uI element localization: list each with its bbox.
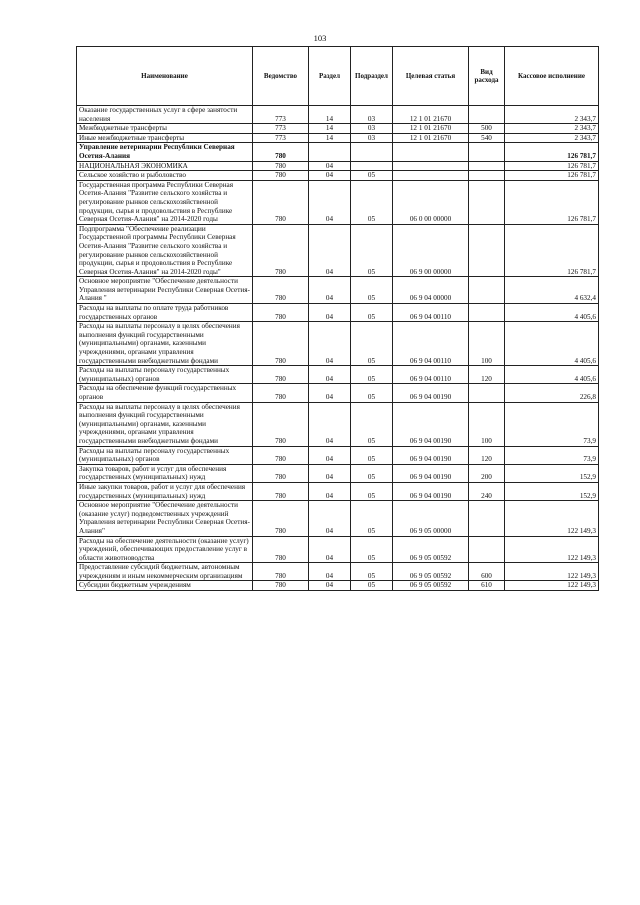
cell-expense-type xyxy=(469,384,505,402)
table-row xyxy=(77,482,599,500)
table-row xyxy=(77,106,599,124)
cell-name: Расходы на обеспечение функций государственных органов xyxy=(77,384,253,402)
cell-subsection: 03 xyxy=(351,106,393,124)
cell-expense-type: 240 xyxy=(469,482,505,500)
cell-department: 780 xyxy=(253,402,309,446)
cell-name: Основное мероприятие "Обеспечение деятельности (оказание услуг) подведомственных учреждений Управления ветеринарии Республики Северная Осетия-Алания" xyxy=(77,501,253,536)
cell-expense-type: 100 xyxy=(469,322,505,366)
cell-cash-execution: 4 405,6 xyxy=(505,366,599,384)
table-row xyxy=(77,224,599,277)
cell-cash-execution: 152,9 xyxy=(505,464,599,482)
cell-cash-execution: 4 405,6 xyxy=(505,304,599,322)
cell-expense-type xyxy=(469,143,505,161)
cell-section xyxy=(309,143,351,161)
cell-subsection xyxy=(351,143,393,161)
cell-department: 780 xyxy=(253,384,309,402)
cell-name: Закупка товаров, работ и услуг для обеспечения государственных (муниципальных) нужд xyxy=(77,464,253,482)
cell-expense-type: 540 xyxy=(469,133,505,143)
cell-section: 04 xyxy=(309,482,351,500)
cell-subsection: 05 xyxy=(351,366,393,384)
cell-name: Иные закупки товаров, работ и услуг для обеспечения государственных (муниципальных) нужд xyxy=(77,482,253,500)
cell-department: 780 xyxy=(253,161,309,171)
header-cash-execution: Кассовое исполнение xyxy=(505,47,599,106)
cell-name: Иные межбюджетные трансферты xyxy=(77,133,253,143)
table-row xyxy=(77,446,599,464)
cell-subsection: 05 xyxy=(351,581,393,591)
cell-target-article: 12 1 01 21670 xyxy=(393,133,469,143)
table-row xyxy=(77,304,599,322)
cell-subsection: 05 xyxy=(351,501,393,536)
cell-target-article: 06 9 00 00000 xyxy=(393,224,469,277)
cell-target-article: 06 9 04 00190 xyxy=(393,446,469,464)
header-expense-type: Вид расхода xyxy=(469,47,505,106)
cell-name: Оказание государственных услуг в сфере занятости населения xyxy=(77,106,253,124)
budget-execution-table xyxy=(76,46,599,591)
cell-name: НАЦИОНАЛЬНАЯ ЭКОНОМИКА xyxy=(77,161,253,171)
cell-target-article: 06 9 04 00190 xyxy=(393,384,469,402)
cell-expense-type: 120 xyxy=(469,366,505,384)
cell-name: Предоставление субсидий бюджетным, автономным учреждениям и иным некоммерческим организациям xyxy=(77,563,253,581)
cell-name: Межбюджетные трансферты xyxy=(77,124,253,134)
cell-name: Сельское хозяйство и рыболовство xyxy=(77,171,253,181)
cell-expense-type: 200 xyxy=(469,464,505,482)
cell-department: 780 xyxy=(253,482,309,500)
cell-expense-type: 120 xyxy=(469,446,505,464)
cell-expense-type xyxy=(469,304,505,322)
cell-name: Управление ветеринарии Республики Северная Осетия-Алания xyxy=(77,143,253,161)
cell-section: 04 xyxy=(309,224,351,277)
cell-name: Расходы на выплаты по оплате труда работников государственных органов xyxy=(77,304,253,322)
cell-expense-type xyxy=(469,536,505,563)
cell-name: Расходы на обеспечение деятельности (оказание услуг) учреждений, обеспечивающих предоставление услуг в области животноводства xyxy=(77,536,253,563)
cell-cash-execution: 122 149,3 xyxy=(505,536,599,563)
cell-subsection: 05 xyxy=(351,277,393,304)
cell-section: 04 xyxy=(309,161,351,171)
cell-name: Расходы на выплаты персоналу в целях обеспечения выполнения функций государственными (муниципальными) органами, казенными учреждениями, органами управления государственными внебюджетными фондами xyxy=(77,322,253,366)
cell-subsection: 05 xyxy=(351,180,393,224)
table-row xyxy=(77,402,599,446)
cell-department: 780 xyxy=(253,143,309,161)
cell-department: 773 xyxy=(253,124,309,134)
cell-department: 780 xyxy=(253,563,309,581)
cell-section: 04 xyxy=(309,384,351,402)
cell-section: 04 xyxy=(309,501,351,536)
cell-cash-execution: 122 149,3 xyxy=(505,563,599,581)
table-row xyxy=(77,171,599,181)
cell-department: 780 xyxy=(253,366,309,384)
table-row xyxy=(77,464,599,482)
cell-subsection: 05 xyxy=(351,482,393,500)
cell-section: 14 xyxy=(309,106,351,124)
cell-target-article xyxy=(393,171,469,181)
cell-subsection: 05 xyxy=(351,446,393,464)
cell-subsection: 03 xyxy=(351,124,393,134)
cell-section: 04 xyxy=(309,277,351,304)
cell-department: 780 xyxy=(253,277,309,304)
cell-target-article: 06 9 04 00110 xyxy=(393,304,469,322)
cell-expense-type xyxy=(469,277,505,304)
cell-subsection: 05 xyxy=(351,536,393,563)
cell-subsection: 05 xyxy=(351,563,393,581)
cell-subsection: 05 xyxy=(351,171,393,181)
cell-target-article: 06 9 05 00000 xyxy=(393,501,469,536)
cell-cash-execution: 73,9 xyxy=(505,446,599,464)
cell-cash-execution: 126 781,7 xyxy=(505,224,599,277)
cell-section: 04 xyxy=(309,563,351,581)
cell-expense-type: 600 xyxy=(469,563,505,581)
cell-department: 780 xyxy=(253,446,309,464)
cell-subsection: 05 xyxy=(351,384,393,402)
cell-cash-execution: 126 781,7 xyxy=(505,143,599,161)
cell-target-article: 12 1 01 21670 xyxy=(393,106,469,124)
table-row xyxy=(77,277,599,304)
cell-cash-execution: 226,8 xyxy=(505,384,599,402)
cell-target-article: 06 9 04 00190 xyxy=(393,482,469,500)
cell-cash-execution: 2 343,7 xyxy=(505,106,599,124)
cell-cash-execution: 126 781,7 xyxy=(505,171,599,181)
cell-target-article: 06 9 04 00190 xyxy=(393,464,469,482)
cell-expense-type xyxy=(469,171,505,181)
cell-subsection: 05 xyxy=(351,224,393,277)
cell-target-article: 06 9 04 00110 xyxy=(393,366,469,384)
page-number: 103 xyxy=(313,33,327,43)
header-section: Раздел xyxy=(309,47,351,106)
cell-section: 04 xyxy=(309,464,351,482)
cell-target-article: 06 9 04 00000 xyxy=(393,277,469,304)
cell-section: 14 xyxy=(309,133,351,143)
cell-cash-execution: 73,9 xyxy=(505,402,599,446)
cell-subsection: 05 xyxy=(351,402,393,446)
cell-section: 04 xyxy=(309,536,351,563)
cell-name: Расходы на выплаты персоналу государственных (муниципальных) органов xyxy=(77,446,253,464)
cell-department: 773 xyxy=(253,106,309,124)
cell-section: 04 xyxy=(309,180,351,224)
cell-subsection: 05 xyxy=(351,464,393,482)
cell-target-article: 06 9 05 00592 xyxy=(393,581,469,591)
cell-cash-execution: 122 149,3 xyxy=(505,501,599,536)
cell-department: 780 xyxy=(253,171,309,181)
cell-cash-execution: 152,9 xyxy=(505,482,599,500)
cell-name: Расходы на выплаты персоналу государственных (муниципальных) органов xyxy=(77,366,253,384)
cell-cash-execution: 2 343,7 xyxy=(505,124,599,134)
cell-target-article xyxy=(393,161,469,171)
cell-target-article: 12 1 01 21670 xyxy=(393,124,469,134)
cell-cash-execution: 4 405,6 xyxy=(505,322,599,366)
cell-section: 04 xyxy=(309,304,351,322)
cell-name: Государственная программа Республики Северная Осетия-Алания "Развитие сельского хозяйства и регулирование рынков сельскохозяйственной продукции, сырья и продовольствия в Республике Северная Осетия-Алания" на 2014-2020 годы xyxy=(77,180,253,224)
table-row xyxy=(77,133,599,143)
cell-department: 780 xyxy=(253,501,309,536)
table-row xyxy=(77,180,599,224)
table-row xyxy=(77,384,599,402)
cell-target-article xyxy=(393,143,469,161)
cell-name: Подпрограмма "Обеспечение реализации Государственной программы Республики Северная Осетия-Алания "Развитие сельского хозяйства и регулирование рынков сельскохозяйственной продукции, сырья и продовольствия в Республике Северная Осетия-Алания" на 2014-2020 годы" xyxy=(77,224,253,277)
cell-section: 04 xyxy=(309,581,351,591)
cell-expense-type xyxy=(469,180,505,224)
cell-department: 780 xyxy=(253,536,309,563)
cell-target-article: 06 9 04 00190 xyxy=(393,402,469,446)
table-row xyxy=(77,366,599,384)
cell-target-article: 06 9 05 00592 xyxy=(393,536,469,563)
table-body xyxy=(77,106,599,591)
cell-subsection: 05 xyxy=(351,322,393,366)
cell-cash-execution: 126 781,7 xyxy=(505,180,599,224)
table-row xyxy=(77,161,599,171)
table-row xyxy=(77,124,599,134)
cell-expense-type: 100 xyxy=(469,402,505,446)
header-subsection: Подраздел xyxy=(351,47,393,106)
cell-section: 04 xyxy=(309,366,351,384)
table-row xyxy=(77,563,599,581)
header-name: Наименование xyxy=(77,47,253,106)
table-row xyxy=(77,501,599,536)
cell-cash-execution: 4 632,4 xyxy=(505,277,599,304)
cell-name: Субсидии бюджетным учреждениям xyxy=(77,581,253,591)
cell-department: 780 xyxy=(253,322,309,366)
cell-section: 04 xyxy=(309,446,351,464)
cell-expense-type xyxy=(469,224,505,277)
header-department: Ведомство xyxy=(253,47,309,106)
cell-name: Основное мероприятие "Обеспечение деятельности Управления ветеринарии Республики Северная Осетия-Алания " xyxy=(77,277,253,304)
cell-target-article: 06 9 04 00110 xyxy=(393,322,469,366)
cell-cash-execution: 122 149,3 xyxy=(505,581,599,591)
cell-department: 780 xyxy=(253,180,309,224)
cell-target-article: 06 0 00 00000 xyxy=(393,180,469,224)
cell-section: 04 xyxy=(309,322,351,366)
cell-department: 780 xyxy=(253,581,309,591)
cell-department: 780 xyxy=(253,464,309,482)
cell-section: 04 xyxy=(309,171,351,181)
cell-department: 780 xyxy=(253,224,309,277)
cell-target-article: 06 9 05 00592 xyxy=(393,563,469,581)
cell-expense-type: 500 xyxy=(469,124,505,134)
table-row xyxy=(77,581,599,591)
cell-expense-type xyxy=(469,106,505,124)
cell-department: 780 xyxy=(253,304,309,322)
cell-subsection: 03 xyxy=(351,133,393,143)
cell-cash-execution: 126 781,7 xyxy=(505,161,599,171)
table-row xyxy=(77,322,599,366)
cell-expense-type xyxy=(469,161,505,171)
cell-cash-execution: 2 343,7 xyxy=(505,133,599,143)
cell-department: 773 xyxy=(253,133,309,143)
cell-name: Расходы на выплаты персоналу в целях обеспечения выполнения функций государственными (муниципальными) органами, казенными учреждениями, органами управления государственными внебюджетными фондами xyxy=(77,402,253,446)
cell-expense-type xyxy=(469,501,505,536)
cell-subsection xyxy=(351,161,393,171)
header-target-article: Целевая статья xyxy=(393,47,469,106)
cell-subsection: 05 xyxy=(351,304,393,322)
table-row xyxy=(77,143,599,161)
table-row xyxy=(77,536,599,563)
cell-section: 04 xyxy=(309,402,351,446)
cell-section: 14 xyxy=(309,124,351,134)
cell-expense-type: 610 xyxy=(469,581,505,591)
table-header-row xyxy=(77,47,599,106)
